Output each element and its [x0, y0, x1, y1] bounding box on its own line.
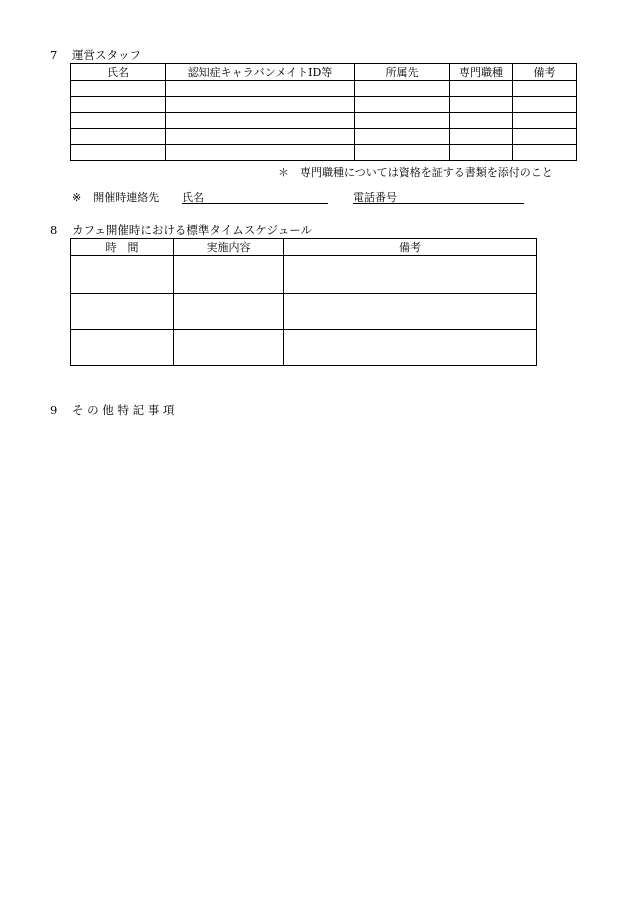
table-row	[71, 81, 577, 97]
staff-cell-remarks[interactable]	[513, 113, 577, 129]
staff-cell-affiliation[interactable]	[355, 81, 450, 97]
section-9-heading	[50, 402, 174, 418]
table-row	[71, 256, 537, 294]
schedule-table	[70, 238, 537, 366]
table-row	[71, 294, 537, 330]
staff-cell-remarks[interactable]	[513, 97, 577, 113]
staff-cell-remarks[interactable]	[513, 145, 577, 161]
staff-cell-caravan-id[interactable]	[166, 129, 355, 145]
schedule-cell-content[interactable]	[174, 330, 284, 366]
staff-cell-profession[interactable]	[450, 113, 513, 129]
section-9-title: そ の 他 特 記 事 項	[72, 403, 175, 417]
schedule-cell-remarks[interactable]	[284, 256, 537, 294]
staff-cell-affiliation[interactable]	[355, 145, 450, 161]
staff-header-remarks: 備考	[513, 64, 577, 81]
staff-table	[70, 63, 577, 161]
staff-cell-name[interactable]	[71, 81, 166, 97]
contact-phone-label: 電話番号	[353, 191, 397, 204]
table-row	[71, 97, 577, 113]
schedule-header-remarks: 備考	[284, 239, 537, 256]
staff-cell-caravan-id[interactable]	[166, 145, 355, 161]
schedule-cell-time[interactable]	[71, 330, 174, 366]
table-row	[71, 113, 577, 129]
staff-header-profession: 専門職種	[450, 64, 513, 81]
reference-mark: ※	[72, 191, 82, 204]
section-8-number: 8	[50, 223, 58, 237]
table-row	[71, 145, 577, 161]
schedule-header-time: 時 間	[71, 239, 174, 256]
section-7-title: 運営スタッフ	[72, 48, 141, 62]
staff-cell-profession[interactable]	[450, 145, 513, 161]
section-8-title: カフェ開催時における標準タイムスケジュール	[72, 223, 313, 237]
staff-cell-name[interactable]	[71, 97, 166, 113]
staff-cell-name[interactable]	[71, 113, 166, 129]
section-8-heading	[50, 222, 312, 238]
table-row	[71, 129, 577, 145]
schedule-cell-remarks[interactable]	[284, 294, 537, 330]
staff-cell-affiliation[interactable]	[355, 97, 450, 113]
staff-table-header-row	[71, 64, 577, 81]
staff-cell-profession[interactable]	[450, 97, 513, 113]
staff-cell-remarks[interactable]	[513, 129, 577, 145]
section-9-number: 9	[50, 403, 58, 417]
schedule-header-content: 実施内容	[174, 239, 284, 256]
staff-cell-profession[interactable]	[450, 81, 513, 97]
staff-cell-remarks[interactable]	[513, 81, 577, 97]
staff-cell-caravan-id[interactable]	[166, 113, 355, 129]
staff-cell-caravan-id[interactable]	[166, 97, 355, 113]
schedule-cell-time[interactable]	[71, 256, 174, 294]
schedule-cell-remarks[interactable]	[284, 330, 537, 366]
table-row	[71, 330, 537, 366]
contact-label: 開催時連絡先	[93, 191, 160, 204]
section-7-heading	[50, 47, 141, 63]
contact-phone-field[interactable]	[353, 189, 524, 204]
schedule-table-header-row	[71, 239, 537, 256]
staff-header-caravan-id: 認知症キャラバンメイトID等	[166, 64, 355, 81]
contact-name-label: 氏名	[182, 191, 204, 204]
staff-cell-name[interactable]	[71, 145, 166, 161]
schedule-cell-content[interactable]	[174, 294, 284, 330]
contact-line	[72, 189, 159, 205]
staff-cell-name[interactable]	[71, 129, 166, 145]
staff-header-affiliation: 所属先	[355, 64, 450, 81]
contact-name-field[interactable]	[182, 189, 328, 204]
schedule-cell-content[interactable]	[174, 256, 284, 294]
staff-cell-affiliation[interactable]	[355, 129, 450, 145]
staff-header-name: 氏名	[71, 64, 166, 81]
section-7-number: 7	[50, 48, 58, 62]
schedule-cell-time[interactable]	[71, 294, 174, 330]
staff-cell-profession[interactable]	[450, 129, 513, 145]
staff-cell-affiliation[interactable]	[355, 113, 450, 129]
profession-note: ＊ 専門職種については資格を証する書類を添付のこと	[278, 166, 553, 179]
staff-cell-caravan-id[interactable]	[166, 81, 355, 97]
